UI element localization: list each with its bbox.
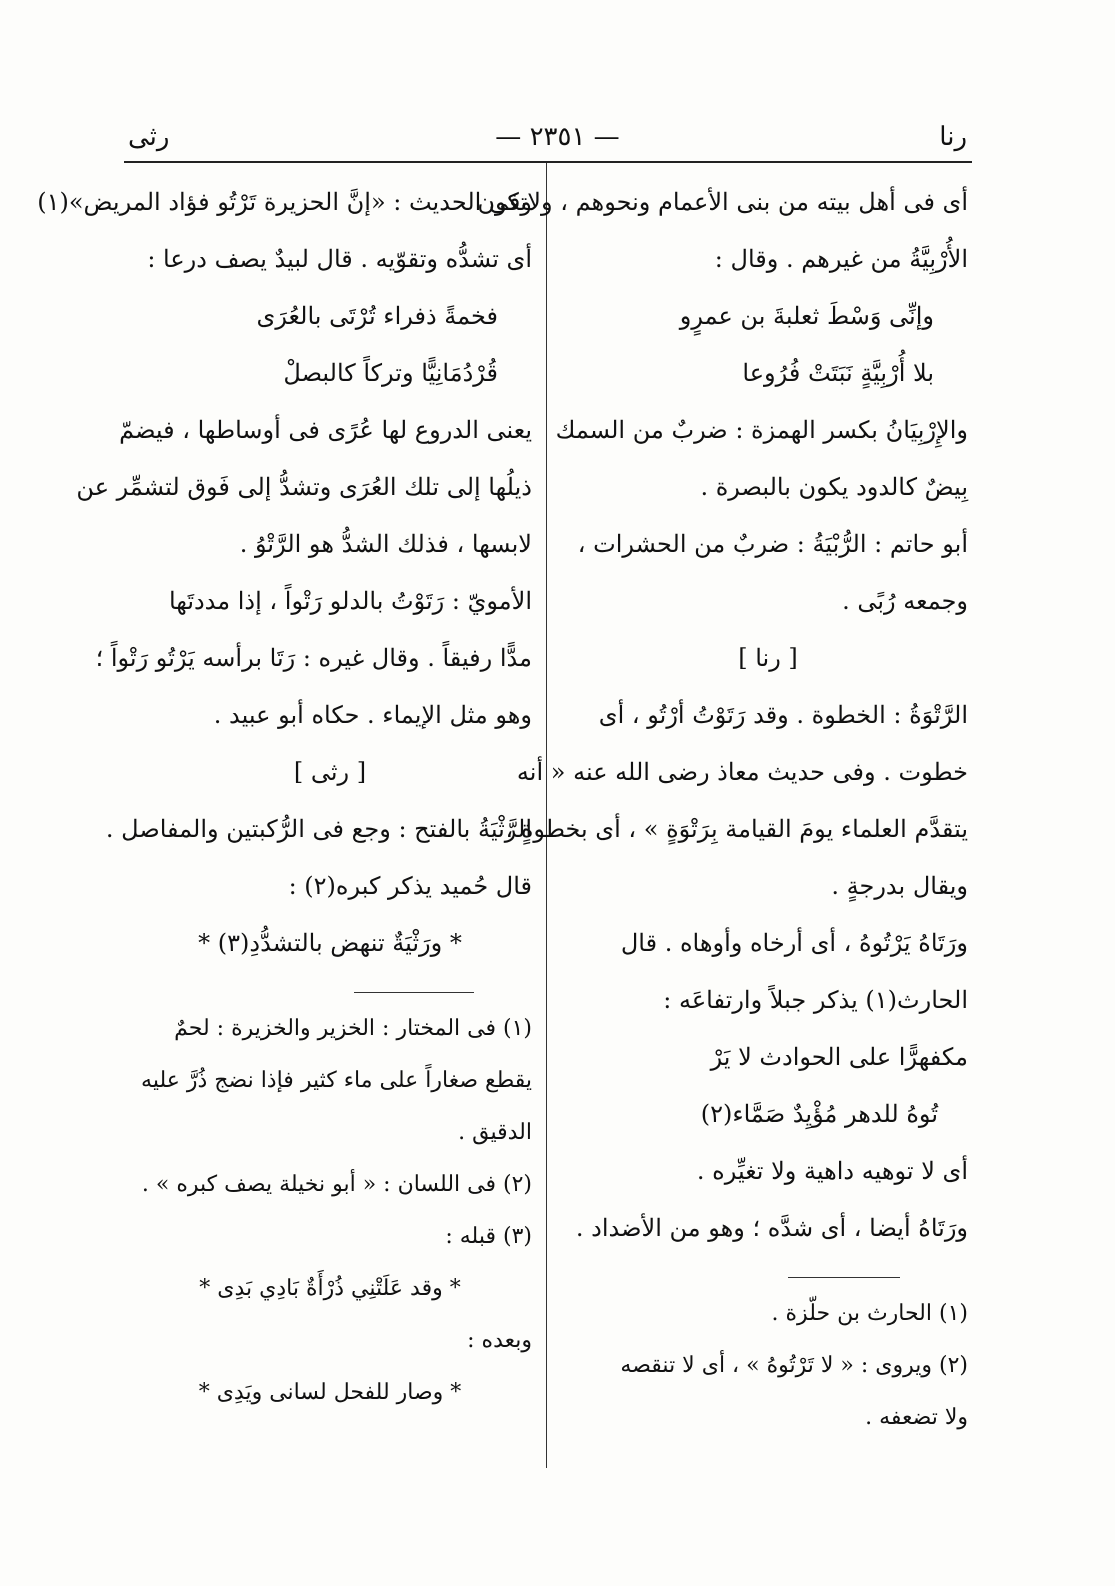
text-line: الرَّتْوَةُ : الخطوة . وقد رَتَوْتُ أرْتُو ، أى (598, 701, 968, 729)
text-line: يتقدَّم العلماء يومَ القيامة بِرَتْوَةٍ » ، أى بخطوةٍ ، (505, 815, 968, 843)
footnote-verse: * وصار للفحل لسانى ويَدِى * (198, 1380, 462, 1405)
footnote-verse: * وقد عَلَتْنِي ذُرْأَةٌ بَادِي بَدِى * (199, 1276, 461, 1301)
text-line: وجمعه رُبًى . (842, 587, 968, 615)
text-line: خطوت . وفى حديث معاذ رضى الله عنه « أنه (516, 758, 968, 786)
verse-line: وإنِّى وَسْطَ ثعلبةَ بن عمرٍو (679, 302, 934, 330)
text-line: أى لا توهيه داهية ولا تغيِّره . (696, 1157, 968, 1185)
running-head-left: رثى (128, 122, 170, 152)
text-line: ويقال بدرجةٍ . (831, 872, 968, 900)
footnote-line: وبعده : (467, 1328, 532, 1353)
footnote-line: يقطع صغاراً على ماء كثير فإذا نضج ذُرَّ عليه (141, 1068, 532, 1093)
footnote-line: (١) فى المختار : الخزير والخزيرة : لحمٌ (174, 1016, 532, 1041)
verse-line: * ورَثْيَةٌ تنهض بالتشدُّدِ(٣) * (198, 929, 462, 957)
left-column (37, 182, 532, 1427)
text-line: لابسها ، فذلك الشدُّ هو الرَّتْوُ . (239, 530, 532, 558)
text-line: الحارث(١) يذكر جبلاً وارتفاعَه : (663, 986, 968, 1014)
footnote-line: ولا تضعفه . (865, 1405, 968, 1430)
text-line: ورَتَاهُ أيضا ، أى شدَّه ؛ وهو من الأضداد . (575, 1214, 968, 1242)
running-head-right: رنا (939, 122, 967, 152)
verse-line: بلا أُرْبِيَّةٍ نَبَتَتْ فُرُوعا (742, 359, 934, 387)
text-line: يعنى الدروع لها عُرًى فى أوساطها ، فيضمّ (119, 416, 532, 444)
text-line: وفى الحديث : «إنَّ الحزيرة تَرْتُو فؤاد المريض»(١) (37, 188, 532, 216)
text-line: الأمويّ : رَتَوْتُ بالدلو رَتْواً ، إذا مددتَها (168, 587, 532, 615)
footnote-rule (788, 1277, 900, 1278)
header-rule (124, 161, 972, 163)
text-line: قال حُميد يذكر كبره(٢) : (288, 872, 532, 900)
text-line: بِيضٌ كالدود يكون بالبصرة . (700, 473, 968, 501)
entry-heading: [ رثى ] (293, 758, 367, 786)
text-line: أى فى أهل بيته من بنى الأعمام ونحوهم ، ولاتكون (477, 188, 968, 216)
page-number: — ٢٣٥١ — (495, 122, 620, 152)
text-line: أى تشدُّه وتقوّيه . قال لبيدٌ يصف درعا : (147, 245, 532, 273)
text-line: ورَتَاهُ يَرْتُوهُ ، أى أرخاه وأوهاه . قال (620, 929, 968, 957)
verse-line: قُرْدُمَانِيًّا وتركاً كالبصلْ (283, 359, 498, 387)
verse-line: تُوهُ للدهر مُؤْيِدٌ صَمَّاء(٢) (700, 1100, 938, 1128)
verse-line: فخمةً ذفراء تُرْتَى بالعُرَى (256, 302, 498, 330)
footnote-line: (٢) فى اللسان : « أبو نخيلة يصف كبره » . (141, 1172, 532, 1197)
footnote-line: الدقيق . (458, 1120, 532, 1145)
footnote-line: (١) الحارث بن حلّزة . (771, 1301, 968, 1326)
text-line: مدًّا رفيقاً . وقال غيره : رَتَا برأسه يَرْتُو رَتْواً ؛ (95, 644, 532, 672)
text-line: وهو مثل الإيماء . حكاه أبو عبيد . (213, 701, 532, 729)
text-line: والإِرْبِيَانُ بكسر الهمزة : ضربٌ من السمك (555, 416, 968, 444)
footnote-line: (٢) ويروى : « لا تَرْتُوهُ » ، أى لا تنقصه (620, 1353, 968, 1378)
entry-heading: [ رنا ] (738, 644, 798, 672)
text-line: الرَّثْيَةُ بالفتح : وجع فى الرُّكبتين والمفاصل . (105, 815, 532, 843)
text-line: ذيلُها إلى تلك العُرَى وتشدُّ إلى فَوق لتشمِّر عن (76, 473, 532, 501)
text-line: أبو حاتم : الرُّبْيَةُ : ضربٌ من الحشرات ، (577, 530, 968, 558)
text-line: الأُرْبِيَّةُ من غيرهم . وقال : (714, 245, 968, 273)
verse-line: مكفهرًّا على الحوادث لا يَرْ (710, 1043, 968, 1071)
footnote-line: (٣) قبله : (445, 1224, 532, 1249)
footnote-rule (354, 992, 474, 993)
